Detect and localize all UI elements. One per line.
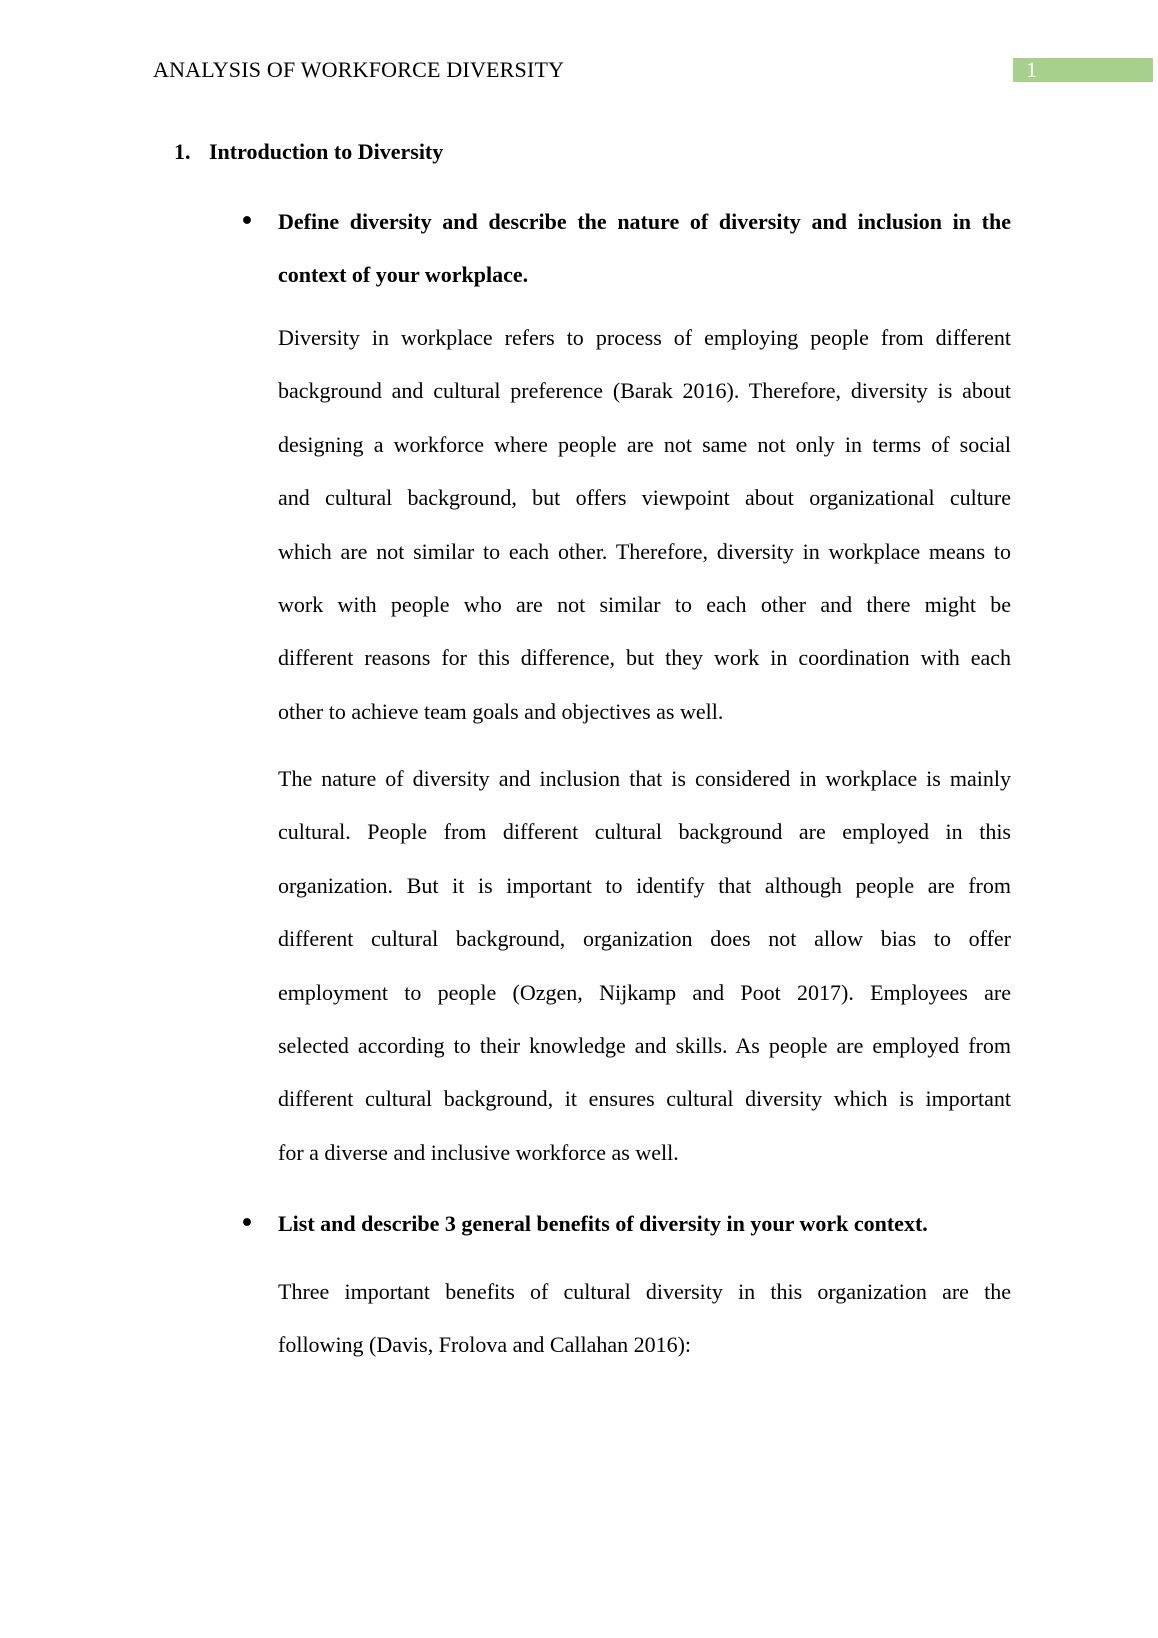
paragraph-diversity-definition	[278, 311, 1011, 738]
paragraph-line: The nature of diversity and inclusion that is considered in workplace is mainly	[278, 766, 1011, 791]
paragraph-nature-of-diversity	[278, 752, 1011, 1179]
paragraph-line: background and cultural preference (Barak 2016). Therefore, diversity is about	[278, 378, 1011, 404]
bullet-question-2	[278, 1197, 1011, 1250]
paragraph-line: organization. But it is important to identify that although people are from	[278, 872, 1011, 898]
paragraph-line: different reasons for this difference, but they work in coordination with each	[278, 645, 1011, 671]
paragraph-line: work with people who are not similar to each other and there might be	[278, 591, 1011, 617]
bullet-dot-icon	[243, 1218, 251, 1226]
bullet-question-1-line: context of your workplace.	[278, 262, 529, 288]
paragraph-line: for a diverse and inclusive workforce as well.	[278, 1139, 679, 1165]
paragraph-line: cultural. People from different cultural background are employed in this	[278, 819, 1011, 845]
paragraph-line: different cultural background, it ensures cultural diversity which is important	[278, 1086, 1011, 1112]
paragraph-benefits-intro	[278, 1265, 1011, 1372]
bullet-question-1	[278, 195, 1011, 302]
section-title: Introduction to Diversity	[209, 139, 444, 164]
paragraph-line: which are not similar to each other. Therefore, diversity in workplace means to	[278, 538, 1011, 564]
bullet-dot-icon	[243, 216, 251, 224]
paragraph-line: selected according to their knowledge and skills. As people are employed from	[278, 1032, 1011, 1058]
running-header-title: ANALYSIS OF WORKFORCE DIVERSITY	[153, 57, 565, 82]
bullet-question-1-line: Define diversity and describe the nature of diversity and inclusion in the	[278, 209, 1011, 234]
paragraph-line: and cultural background, but offers viewpoint about organizational culture	[278, 485, 1011, 511]
paragraph-line: other to achieve team goals and objectives as well.	[278, 698, 724, 724]
paragraph-line: designing a workforce where people are not same not only in terms of social	[278, 431, 1011, 457]
paragraph-line: employment to people (Ozgen, Nijkamp and Poot 2017). Employees are	[278, 979, 1011, 1005]
bullet-question-2-line: List and describe 3 general benefits of diversity in your work context.	[278, 1211, 928, 1236]
page-number-box	[1013, 58, 1153, 82]
paragraph-line: Three important benefits of cultural diversity in this organization are the	[278, 1279, 1011, 1304]
paragraph-line: different cultural background, organization does not allow bias to offer	[278, 926, 1011, 952]
paragraph-line: Diversity in workplace refers to process of employing people from different	[278, 325, 1011, 350]
paragraph-line: following (Davis, Frolova and Callahan 2016):	[278, 1332, 692, 1358]
section-number: 1.	[174, 139, 191, 164]
section-heading	[174, 137, 443, 167]
page-number: 1	[1026, 57, 1037, 82]
